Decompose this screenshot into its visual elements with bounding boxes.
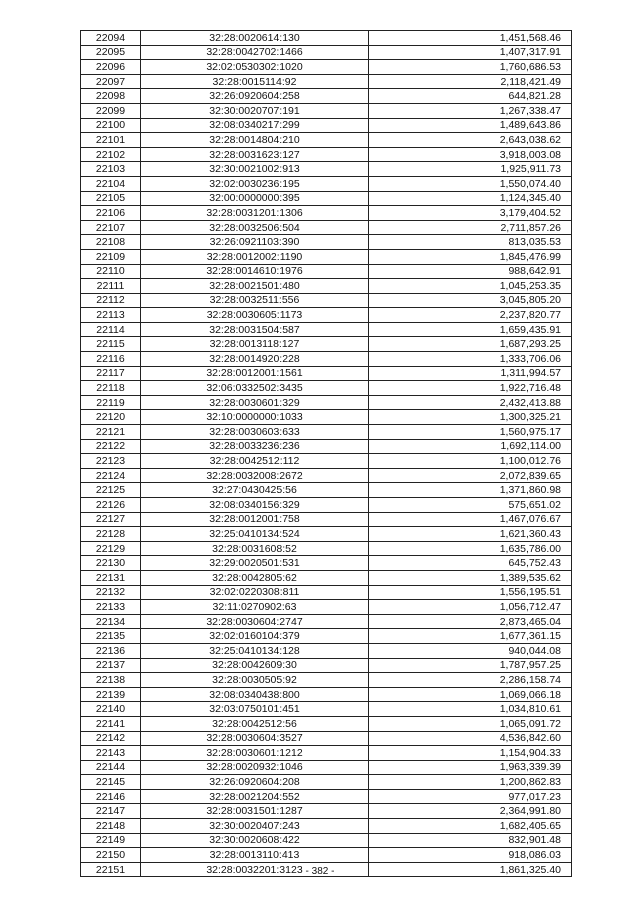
amount-cell: 1,922,716.48 [369,381,572,396]
amount-cell: 1,371,860.98 [369,483,572,498]
table-row [81,483,572,498]
cadastral-number-cell: 32:08:0340156:329 [141,498,369,513]
amount-cell: 1,407,317.91 [369,45,572,60]
amount-cell: 1,056,712.47 [369,600,572,615]
amount-cell: 977,017.23 [369,789,572,804]
amount-cell: 1,069,066.18 [369,687,572,702]
amount-cell: 4,536,842.60 [369,731,572,746]
amount-cell: 1,154,904.33 [369,746,572,761]
row-number-cell: 22146 [81,789,141,804]
amount-cell: 1,635,786.00 [369,541,572,556]
row-number-cell: 22125 [81,483,141,498]
amount-cell: 1,267,338.47 [369,103,572,118]
amount-cell: 1,861,325.40 [369,862,572,877]
cadastral-number-cell: 32:06:0332502:3435 [141,381,369,396]
row-number-cell: 22132 [81,585,141,600]
row-number-cell: 22108 [81,235,141,250]
amount-cell: 2,711,857.26 [369,220,572,235]
amount-cell: 1,100,012.76 [369,454,572,469]
amount-cell: 1,787,957.25 [369,658,572,673]
table-row [81,600,572,615]
table-row [81,103,572,118]
row-number-cell: 22123 [81,454,141,469]
table-row [81,191,572,206]
amount-cell: 1,682,405.65 [369,819,572,834]
row-number-cell: 22137 [81,658,141,673]
amount-cell: 1,677,361.15 [369,629,572,644]
table-row [81,74,572,89]
row-number-cell: 22127 [81,512,141,527]
row-number-cell: 22110 [81,264,141,279]
cadastral-number-cell: 32:26:0921103:390 [141,235,369,250]
amount-cell: 1,963,339.39 [369,760,572,775]
amount-cell: 1,451,568.46 [369,31,572,46]
table-row [81,176,572,191]
amount-cell: 3,045,805.20 [369,293,572,308]
table-row [81,541,572,556]
cadastral-number-cell: 32:11:0270902:63 [141,600,369,615]
table-row [81,848,572,863]
cadastral-number-cell: 32:28:0031201:1306 [141,206,369,221]
cadastral-number-cell: 32:25:0410134:128 [141,643,369,658]
table-row [81,133,572,148]
table-row [81,716,572,731]
cadastral-number-cell: 32:28:0014920:228 [141,352,369,367]
cadastral-number-cell: 32:28:0030601:329 [141,395,369,410]
table-row [81,556,572,571]
page-number: - 382 - [305,866,335,877]
table-row [81,249,572,264]
table-row [81,775,572,790]
amount-cell: 2,364,991.80 [369,804,572,819]
cadastral-number-cell: 32:02:0160104:379 [141,629,369,644]
cadastral-number-cell: 32:28:0030505:92 [141,673,369,688]
amount-cell: 1,034,810.61 [369,702,572,717]
amount-cell: 1,389,535.62 [369,570,572,585]
amount-cell: 2,643,038.62 [369,133,572,148]
cadastral-number-cell: 32:28:0032511:556 [141,293,369,308]
table-row [81,819,572,834]
cadastral-number-cell: 32:03:0750101:451 [141,702,369,717]
amount-cell: 575,651.02 [369,498,572,513]
table-row [81,118,572,133]
amount-cell: 940,044.08 [369,643,572,658]
amount-cell: 1,659,435.91 [369,322,572,337]
cadastral-number-cell: 32:02:0030236:195 [141,176,369,191]
amount-cell: 644,821.28 [369,89,572,104]
cadastral-number-cell: 32:30:0020407:243 [141,819,369,834]
table-row [81,643,572,658]
amount-cell: 1,760,686.53 [369,60,572,75]
cadastral-number-cell: 32:02:0220308:811 [141,585,369,600]
cadastral-number-cell: 32:30:0020707:191 [141,103,369,118]
row-number-cell: 22131 [81,570,141,585]
row-number-cell: 22148 [81,819,141,834]
cadastral-number-cell: 32:28:0030604:2747 [141,614,369,629]
table-row [81,45,572,60]
cadastral-number-cell: 32:28:0021501:480 [141,279,369,294]
amount-cell: 1,621,360.43 [369,527,572,542]
row-number-cell: 22140 [81,702,141,717]
table-row [81,570,572,585]
amount-cell: 2,873,465.04 [369,614,572,629]
cadastral-number-cell: 32:02:0530302:1020 [141,60,369,75]
table-row [81,760,572,775]
cadastral-number-cell: 32:28:0012001:1561 [141,366,369,381]
amount-cell: 2,237,820.77 [369,308,572,323]
amount-cell: 813,035.53 [369,235,572,250]
table-row [81,527,572,542]
table-row [81,804,572,819]
row-number-cell: 22116 [81,352,141,367]
row-number-cell: 22102 [81,147,141,162]
cadastral-number-cell: 32:28:0020932:1046 [141,760,369,775]
row-number-cell: 22094 [81,31,141,46]
row-number-cell: 22117 [81,366,141,381]
cadastral-number-cell: 32:28:0030603:633 [141,425,369,440]
table-row [81,206,572,221]
row-number-cell: 22134 [81,614,141,629]
row-number-cell: 22118 [81,381,141,396]
row-number-cell: 22147 [81,804,141,819]
amount-cell: 1,560,975.17 [369,425,572,440]
cadastral-number-cell: 32:28:0020614:130 [141,31,369,46]
cadastral-number-cell: 32:28:0030605:1173 [141,308,369,323]
cadastral-number-cell: 32:28:0031504:587 [141,322,369,337]
cadastral-number-cell: 32:30:0020608:422 [141,833,369,848]
amount-cell: 1,550,074.40 [369,176,572,191]
cadastral-number-cell: 32:28:0042512:56 [141,716,369,731]
table-row [81,264,572,279]
table-row [81,322,572,337]
amount-cell: 1,300,325.21 [369,410,572,425]
amount-cell: 2,286,158.74 [369,673,572,688]
table-row [81,89,572,104]
table-row [81,235,572,250]
row-number-cell: 22144 [81,760,141,775]
table-row [81,746,572,761]
table-row [81,673,572,688]
table-body [81,31,572,877]
cadastral-number-cell: 32:26:0920604:258 [141,89,369,104]
row-number-cell: 22097 [81,74,141,89]
table-row [81,629,572,644]
amount-cell: 1,925,911.73 [369,162,572,177]
table-row [81,31,572,46]
row-number-cell: 22105 [81,191,141,206]
row-number-cell: 22130 [81,556,141,571]
table-row [81,337,572,352]
table-row [81,833,572,848]
amount-cell: 3,918,003.08 [369,147,572,162]
amount-cell: 1,065,091.72 [369,716,572,731]
table-row [81,410,572,425]
table-row [81,512,572,527]
row-number-cell: 22138 [81,673,141,688]
cadastral-number-cell: 32:08:0340438:800 [141,687,369,702]
table-row [81,60,572,75]
amount-cell: 1,311,994.57 [369,366,572,381]
cadastral-number-cell: 32:08:0340217:299 [141,118,369,133]
amount-cell: 1,687,293.25 [369,337,572,352]
cadastral-number-cell: 32:10:0000000:1033 [141,410,369,425]
row-number-cell: 22126 [81,498,141,513]
table-row [81,687,572,702]
table-row [81,658,572,673]
table-row [81,293,572,308]
cadastral-number-cell: 32:28:0031623:127 [141,147,369,162]
cadastral-number-cell: 32:28:0031608:52 [141,541,369,556]
table-row [81,731,572,746]
table-row [81,468,572,483]
table-row [81,454,572,469]
amount-cell: 1,556,195.51 [369,585,572,600]
row-number-cell: 22096 [81,60,141,75]
row-number-cell: 22133 [81,600,141,615]
row-number-cell: 22119 [81,395,141,410]
row-number-cell: 22122 [81,439,141,454]
amount-cell: 832,901.48 [369,833,572,848]
table-row [81,439,572,454]
table-row [81,395,572,410]
row-number-cell: 22099 [81,103,141,118]
amount-cell: 1,124,345.40 [369,191,572,206]
row-number-cell: 22098 [81,89,141,104]
data-table [80,30,572,877]
amount-cell: 1,045,253.35 [369,279,572,294]
cadastral-number-cell: 32:27:0430425:56 [141,483,369,498]
cadastral-number-cell: 32:28:0021204:552 [141,789,369,804]
cadastral-number-cell: 32:29:0020501:531 [141,556,369,571]
row-number-cell: 22107 [81,220,141,235]
row-number-cell: 22145 [81,775,141,790]
row-number-cell: 22106 [81,206,141,221]
cadastral-number-cell: 32:28:0030601:1212 [141,746,369,761]
cadastral-number-cell: 32:28:0042805:62 [141,570,369,585]
cadastral-number-cell: 32:28:0042512:112 [141,454,369,469]
table-row [81,220,572,235]
table-row [81,789,572,804]
cadastral-number-cell: 32:28:0012001:758 [141,512,369,527]
row-number-cell: 22143 [81,746,141,761]
row-number-cell: 22142 [81,731,141,746]
row-number-cell: 22150 [81,848,141,863]
row-number-cell: 22149 [81,833,141,848]
table-row [81,614,572,629]
row-number-cell: 22139 [81,687,141,702]
cadastral-number-cell: 32:28:0030604:3527 [141,731,369,746]
amount-cell: 2,072,839.65 [369,468,572,483]
table-row [81,147,572,162]
table-row [81,702,572,717]
row-number-cell: 22104 [81,176,141,191]
amount-cell: 918,086.03 [369,848,572,863]
amount-cell: 2,118,421.49 [369,74,572,89]
table-row [81,162,572,177]
table-row [81,279,572,294]
amount-cell: 1,845,476.99 [369,249,572,264]
cadastral-number-cell: 32:25:0410134:524 [141,527,369,542]
cadastral-number-cell: 32:28:0042702:1466 [141,45,369,60]
table-row [81,352,572,367]
table-row [81,381,572,396]
cadastral-number-cell: 32:28:0012002:1190 [141,249,369,264]
cadastral-number-cell: 32:30:0021002:913 [141,162,369,177]
row-number-cell: 22103 [81,162,141,177]
row-number-cell: 22151 [81,862,141,877]
cadastral-number-cell: 32:28:0042609:30 [141,658,369,673]
cadastral-number-cell: 32:28:0033236:236 [141,439,369,454]
row-number-cell: 22109 [81,249,141,264]
cadastral-number-cell: 32:00:0000000:395 [141,191,369,206]
row-number-cell: 22111 [81,279,141,294]
row-number-cell: 22115 [81,337,141,352]
cadastral-number-cell: 32:28:0032008:2672 [141,468,369,483]
cadastral-number-cell: 32:28:0031501:1287 [141,804,369,819]
table-row [81,425,572,440]
table-row [81,366,572,381]
cadastral-number-cell: 32:28:0015114:92 [141,74,369,89]
cadastral-number-cell: 32:28:0013110:413 [141,848,369,863]
cadastral-number-cell: 32:28:0032506:504 [141,220,369,235]
row-number-cell: 22120 [81,410,141,425]
amount-cell: 1,692,114.00 [369,439,572,454]
cadastral-number-cell: 32:28:0013118:127 [141,337,369,352]
cadastral-number-cell: 32:28:0014610:1976 [141,264,369,279]
row-number-cell: 22136 [81,643,141,658]
row-number-cell: 22124 [81,468,141,483]
row-number-cell: 22129 [81,541,141,556]
row-number-cell: 22121 [81,425,141,440]
row-number-cell: 22095 [81,45,141,60]
amount-cell: 1,467,076.67 [369,512,572,527]
row-number-cell: 22114 [81,322,141,337]
row-number-cell: 22128 [81,527,141,542]
cadastral-number-cell: 32:26:0920604:208 [141,775,369,790]
table-row [81,308,572,323]
amount-cell: 988,642.91 [369,264,572,279]
amount-cell: 1,333,706.06 [369,352,572,367]
row-number-cell: 22141 [81,716,141,731]
row-number-cell: 22135 [81,629,141,644]
table-row [81,498,572,513]
cadastral-number-cell: 32:28:0014804:210 [141,133,369,148]
amount-cell: 1,489,643.86 [369,118,572,133]
row-number-cell: 22100 [81,118,141,133]
amount-cell: 2,432,413.88 [369,395,572,410]
cadastral-number-cell: 32:28:0032201:3123 [141,862,369,877]
table-row [81,585,572,600]
row-number-cell: 22112 [81,293,141,308]
amount-cell: 3,179,404.52 [369,206,572,221]
amount-cell: 645,752.43 [369,556,572,571]
row-number-cell: 22101 [81,133,141,148]
row-number-cell: 22113 [81,308,141,323]
amount-cell: 1,200,862.83 [369,775,572,790]
